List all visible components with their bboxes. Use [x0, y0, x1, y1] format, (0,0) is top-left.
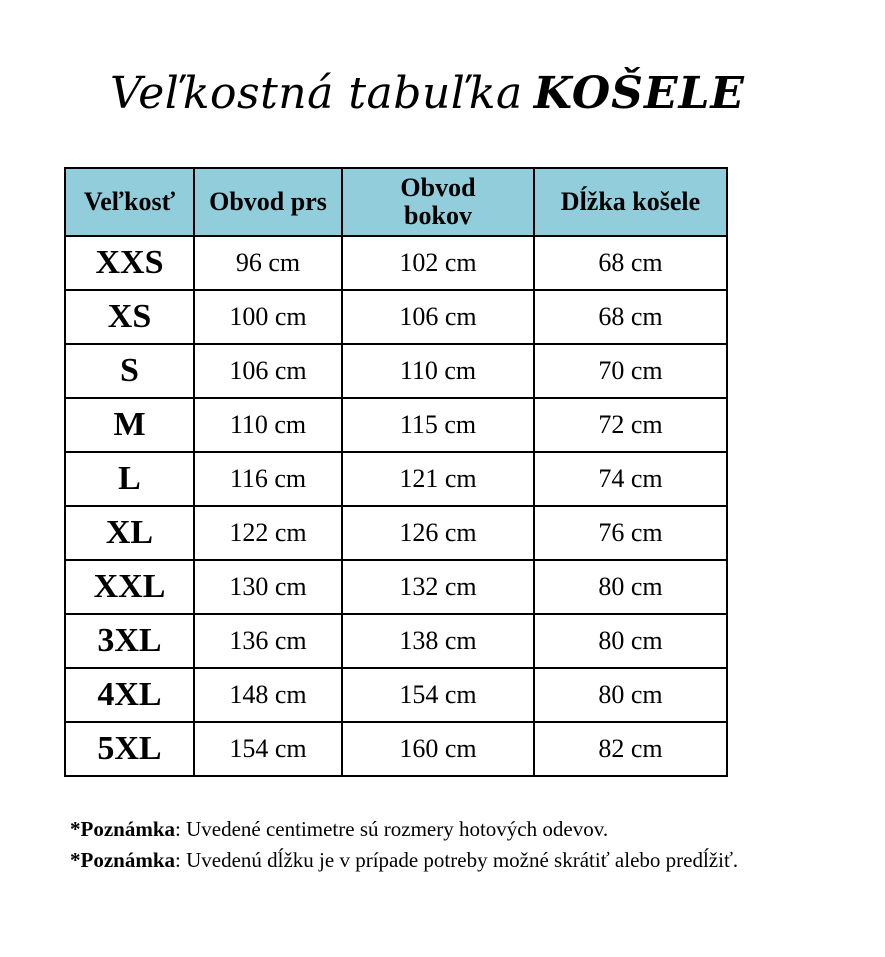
table-row	[65, 398, 727, 452]
header-size: Veľkosť	[65, 168, 194, 236]
size-cell: 4XL	[65, 668, 194, 722]
note-1	[70, 814, 738, 845]
chest-cell: 148 cm	[194, 668, 342, 722]
table-row	[65, 236, 727, 290]
chest-cell: 154 cm	[194, 722, 342, 776]
note-text: : Uvedené centimetre sú rozmery hotových odevov.	[175, 817, 609, 841]
note-label: *Poznámka	[70, 817, 175, 841]
hips-cell: 138 cm	[342, 614, 534, 668]
title-bold-text: KOŠELE	[533, 68, 745, 119]
table-row	[65, 722, 727, 776]
chest-cell: 110 cm	[194, 398, 342, 452]
title-script-text: Veľkostná tabuľka	[110, 68, 523, 119]
table-body	[65, 236, 727, 776]
length-cell: 70 cm	[534, 344, 727, 398]
table-row	[65, 668, 727, 722]
table-row	[65, 290, 727, 344]
header-hips: Obvod bokov	[342, 168, 534, 236]
size-cell: XXL	[65, 560, 194, 614]
chest-cell: 96 cm	[194, 236, 342, 290]
size-cell: S	[65, 344, 194, 398]
size-cell: L	[65, 452, 194, 506]
length-cell: 68 cm	[534, 290, 727, 344]
length-cell: 82 cm	[534, 722, 727, 776]
size-table	[64, 167, 728, 777]
note-text: : Uvedenú dĺžku je v prípade potreby možné skrátiť alebo predĺžiť.	[175, 848, 739, 872]
table-row	[65, 506, 727, 560]
chest-cell: 106 cm	[194, 344, 342, 398]
chest-cell: 136 cm	[194, 614, 342, 668]
length-cell: 74 cm	[534, 452, 727, 506]
header-chest: Obvod prs	[194, 168, 342, 236]
size-cell: XL	[65, 506, 194, 560]
note-label: *Poznámka	[70, 848, 175, 872]
size-cell: 3XL	[65, 614, 194, 668]
table-header-row	[65, 168, 727, 236]
length-cell: 80 cm	[534, 668, 727, 722]
hips-cell: 126 cm	[342, 506, 534, 560]
page-title	[0, 62, 855, 126]
chest-cell: 100 cm	[194, 290, 342, 344]
hips-cell: 160 cm	[342, 722, 534, 776]
size-cell: M	[65, 398, 194, 452]
size-cell: XS	[65, 290, 194, 344]
chest-cell: 130 cm	[194, 560, 342, 614]
table-row	[65, 614, 727, 668]
hips-cell: 121 cm	[342, 452, 534, 506]
hips-cell: 102 cm	[342, 236, 534, 290]
header-length: Dĺžka košele	[534, 168, 727, 236]
length-cell: 80 cm	[534, 614, 727, 668]
table-row	[65, 560, 727, 614]
notes	[70, 814, 738, 876]
length-cell: 72 cm	[534, 398, 727, 452]
length-cell: 76 cm	[534, 506, 727, 560]
size-cell: 5XL	[65, 722, 194, 776]
hips-cell: 106 cm	[342, 290, 534, 344]
chest-cell: 116 cm	[194, 452, 342, 506]
hips-cell: 110 cm	[342, 344, 534, 398]
length-cell: 80 cm	[534, 560, 727, 614]
chest-cell: 122 cm	[194, 506, 342, 560]
table-row	[65, 344, 727, 398]
note-2	[70, 845, 738, 876]
table-row	[65, 452, 727, 506]
length-cell: 68 cm	[534, 236, 727, 290]
hips-cell: 115 cm	[342, 398, 534, 452]
size-cell: XXS	[65, 236, 194, 290]
hips-cell: 154 cm	[342, 668, 534, 722]
hips-cell: 132 cm	[342, 560, 534, 614]
